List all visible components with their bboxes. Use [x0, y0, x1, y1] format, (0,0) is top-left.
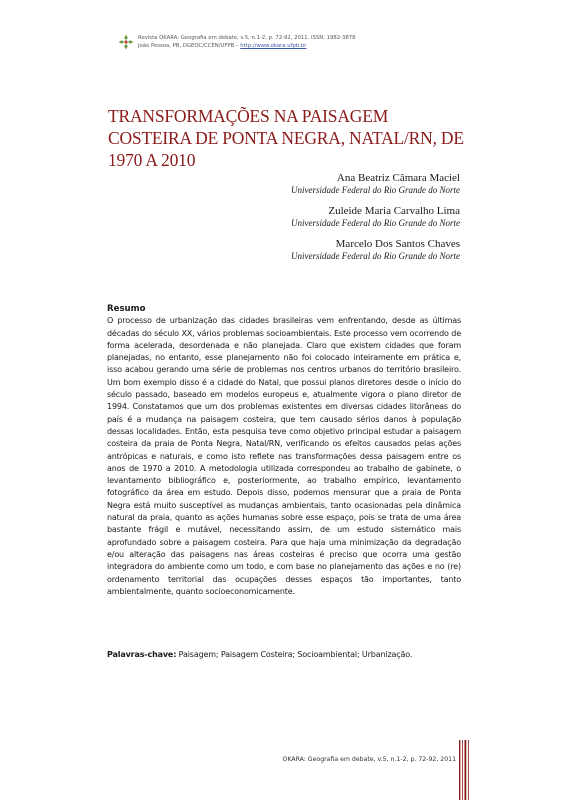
article-title: TRANSFORMAÇÕES NA PAISAGEM COSTEIRA DE PONTA NEGRA, NATAL/RN, DE 1970 A 2010 [108, 106, 464, 170]
okara-logo-icon [118, 34, 134, 50]
footer-decoration [458, 740, 472, 800]
author-institution: Universidade Federal do Rio Grande do Norte [291, 185, 460, 195]
author-name: Ana Beatriz Câmara Maciel [336, 172, 460, 184]
author-name: Zuleide Maria Carvalho Lima [328, 205, 460, 217]
journal-location-text: João Pessoa, PB, DGEOC/CCEN/UFPB – [138, 43, 241, 49]
journal-location [138, 42, 356, 50]
keywords-section [107, 649, 461, 660]
author-name: Marcelo Dos Santos Chaves [335, 238, 460, 250]
journal-citation: Revista OKARA: Geografia em debate, v.5, n.1-2, p. 72-92, 2011. ISSN: 1982-3878 [138, 35, 356, 41]
author-entry [291, 238, 460, 262]
author-entry [291, 172, 460, 196]
journal-website-link[interactable]: http://www.okara.ufpb.br [240, 43, 307, 49]
footer-citation: OKARA: Geografia em debate, v.5, n.1-2, p. 72-92, 2011 [282, 756, 456, 763]
abstract-body: O processo de urbanização das cidades brasileiras vem enfrentando, desde as últimas décadas do século XX, vários problemas socioambientais. Este processo vem ocorrendo de forma acelerada, desordenada e não planejada. Claro que existem cidades que foram planejadas, no entanto, esse planejamento não foi colocado inteiramente em prática e, isso acabou gerando uma série de problemas nos centros urbanos do território brasileiro. Um bom exemplo disso é a cidade do Natal, que possui planos diretores desde o início do século passado, baseado em modelos europeus e, atualmente vigora o plano diretor de 1994. Constatamos que um dos problemas existentes em diversas cidades litorâneas do país é a mudança na paisagem costeira, que tem causado sérios danos à população dessas localidades. Então, esta pesquisa teve como objetivo principal estudar a paisagem costeira da praia de Ponta Negra, Natal/RN, verificando os efeitos causados pelas ações antrópicas e naturais, e como isto reflete nas transformações dessa paisagem entre os anos de 1970 a 2010. A metodologia utilizada correspondeu ao trabalho de gabinete, o levantamento bibliográfico e, posteriormente, ao trabalho empírico, levantamento fotográfico da área em estudo. Depois disso, podemos mensurar que a praia de Ponta Negra está muito susceptível as mudanças ambientais, tanto ocasionadas pela dinâmica natural da praia, quanto as ações humanas sobre esse espaço, pois se trata de uma área bastante frágil e mutável, necessitando assim, de um estudo sistemático mais aprofundado sobre a paisagem costeira. Para que haja uma minimização da degradação e/ou alteração das paisagens nas áreas costeiras é preciso que ocorra uma gestão integradora do ambiente como um todo, e com base no planejamento das ações e no (re) ordenamento territorial das ocupações desses espaços tão importantes, tanto ambientalmente, quanto socioeconomicamente. [107, 316, 461, 596]
author-institution: Universidade Federal do Rio Grande do Norte [291, 251, 460, 261]
author-entry [291, 205, 460, 229]
keywords-label: Palavras-chave: [107, 650, 177, 659]
keywords-list: Paisagem; Paisagem Costeira; Socioambiental; Urbanização. [176, 650, 413, 659]
abstract-section [107, 303, 461, 598]
abstract-heading: Resumo [107, 304, 146, 314]
author-institution: Universidade Federal do Rio Grande do Norte [291, 218, 460, 228]
author-list [291, 172, 460, 271]
journal-header [138, 34, 356, 50]
